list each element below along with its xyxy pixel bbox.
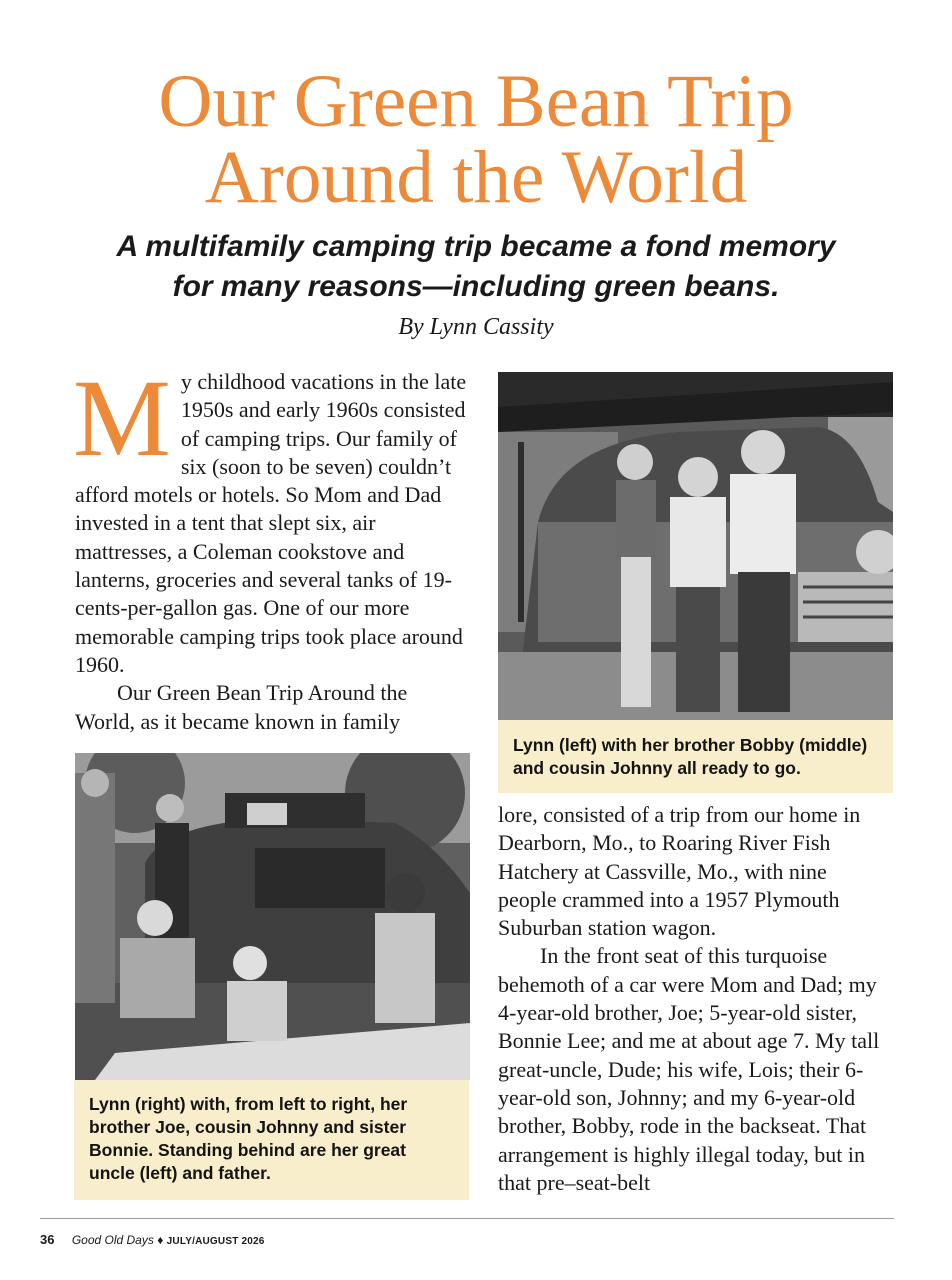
photo-kids-by-car-image bbox=[498, 372, 893, 722]
paragraph-1-text: y childhood vacations in the late 1950s and early 1960s consisted of camping trips. Our family of six (soon to be seven) couldn’t afford motels or hotels. So Mom and Dad invested in a tent that slept six, air mattresses, a Coleman cookstove and lanterns, groceries and several tanks of 19-cents-per-gallon gas. One of our more memorable camping trips took place around 1960. bbox=[75, 369, 467, 677]
photo-kids-on-blanket bbox=[75, 753, 470, 1080]
page-number: 36 bbox=[40, 1232, 55, 1247]
photo-kids-by-car bbox=[498, 372, 893, 722]
subtitle-line-2: for many reasons—including green beans. bbox=[172, 270, 780, 303]
byline: By Lynn Cassity bbox=[398, 314, 554, 340]
photo-caption-left: Lynn (right) with, from left to right, her brother Joe, cousin Johnny and sister Bonnie. Standing behind are her great uncle (left) and father. bbox=[74, 1080, 469, 1200]
body-column-left bbox=[73, 357, 467, 736]
title-line-1: Our Green Bean Trip bbox=[158, 60, 794, 143]
issue-date: JULY/AUGUST 2026 bbox=[166, 1236, 265, 1247]
subtitle-line-1: A multifamily camping trip became a fond memory bbox=[116, 230, 836, 263]
paragraph-2-continued: lore, consisted of a trip from our home in Dearborn, Mo., to Roaring River Fish Hatchery at Cassville, Mo., with nine people crammed into a 1957 Plymouth Suburban station wagon. bbox=[498, 802, 861, 941]
page-footer bbox=[40, 1232, 265, 1247]
diamond-icon: ♦ bbox=[157, 1233, 164, 1247]
magazine-name: Good Old Days bbox=[71, 1233, 154, 1247]
title-line-2: Around the World bbox=[204, 136, 748, 219]
paragraph-3: In the front seat of this turquoise behemoth of a car were Mom and Dad; my 4-year-old brother, Joe; 5-year-old sister, Bonnie Lee; and me at about age 7. My tall great-uncle, Dude; his wife, Lois; their 6-year-old son, Johnny; and my 6-year-old brother, Bobby, rode in the backseat. That arrangement is highly illegal today, but in that pre–seat-belt bbox=[498, 943, 880, 1195]
article-subtitle bbox=[0, 227, 952, 307]
photo-kids-on-blanket-image bbox=[75, 753, 470, 1080]
drop-cap: M bbox=[73, 357, 171, 479]
article-title bbox=[0, 60, 952, 219]
footer-rule bbox=[40, 1218, 894, 1219]
body-column-right bbox=[498, 801, 888, 1197]
paragraph-1 bbox=[73, 357, 467, 679]
paragraph-2-start: Our Green Bean Trip Around the World, as it became known in family bbox=[75, 680, 408, 734]
photo-caption-right: Lynn (left) with her brother Bobby (middle) and cousin Johnny all ready to go. bbox=[498, 720, 893, 793]
